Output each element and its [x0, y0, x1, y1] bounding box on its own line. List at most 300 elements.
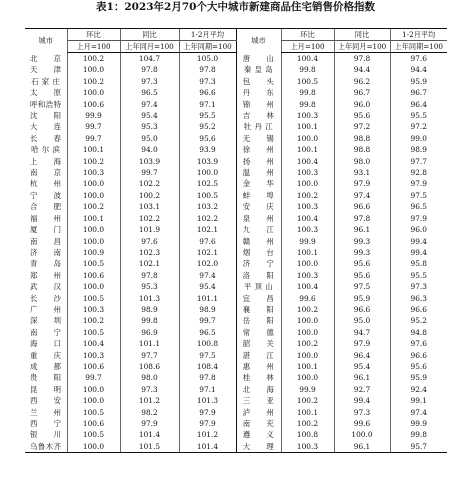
right-avg-cell: 98.9: [390, 144, 447, 155]
left-city-cell: 福 州: [29, 213, 62, 223]
left-mom-cell: 100.0: [67, 190, 120, 201]
left-avg-cell: 108.4: [179, 361, 236, 372]
left-yoy-cell: 97.4: [120, 99, 179, 110]
avg-base-right: 上年同期=100: [390, 41, 447, 53]
left-city-cell: 青 岛: [29, 259, 62, 269]
mom-base-right: 上月=100: [281, 41, 334, 53]
avg-header-right: 1-2月平均: [390, 29, 447, 41]
right-yoy-cell: 99.3: [334, 236, 390, 247]
left-mom-cell: 100.2: [67, 53, 120, 65]
left-mom-cell: 100.0: [67, 384, 120, 395]
table-row: [25, 76, 447, 87]
right-city-cell: 扬 州: [236, 156, 281, 167]
left-mom-cell: 100.5: [67, 429, 120, 440]
left-mom-cell: 99.7: [67, 372, 120, 383]
right-avg-cell: 94.8: [390, 327, 447, 338]
left-yoy-cell: 98.9: [120, 304, 179, 315]
left-mom-cell: 100.5: [67, 258, 120, 269]
right-city-cell: 平 顶 山: [236, 281, 281, 292]
table-row: [25, 372, 447, 383]
table-row: [25, 247, 447, 258]
left-mom-cell: 100.5: [67, 293, 120, 304]
left-avg-cell: 97.1: [179, 384, 236, 395]
left-avg-cell: 99.7: [179, 315, 236, 326]
left-yoy-cell: 101.2: [120, 395, 179, 406]
right-yoy-cell: 99.4: [334, 395, 390, 406]
left-mom-cell: 100.6: [67, 361, 120, 372]
left-avg-cell: 96.5: [179, 327, 236, 338]
right-avg-cell: 96.6: [390, 350, 447, 361]
table-row: [25, 384, 447, 395]
right-city-cell: 宜 昌: [236, 293, 281, 304]
left-yoy-cell: 98.0: [120, 372, 179, 383]
table-row: [25, 133, 447, 144]
left-yoy-cell: 95.3: [120, 121, 179, 132]
left-mom-cell: 100.0: [67, 224, 120, 235]
left-avg-cell: 97.5: [179, 350, 236, 361]
right-avg-cell: 95.9: [390, 372, 447, 383]
right-mom-cell: 100.4: [281, 213, 334, 224]
right-avg-cell: 97.6: [390, 338, 447, 349]
left-yoy-cell: 102.3: [120, 247, 179, 258]
left-yoy-cell: 102.2: [120, 213, 179, 224]
mom-header-right: 环比: [281, 29, 334, 41]
right-avg-cell: 97.6: [390, 53, 447, 65]
table-row: [25, 144, 447, 155]
right-city-cell: 湛 江: [236, 350, 281, 361]
left-city-cell: 昆 明: [29, 384, 62, 394]
left-yoy-cell: 101.3: [120, 293, 179, 304]
right-city-cell: 洛 阳: [236, 270, 281, 281]
left-avg-cell: 95.4: [179, 281, 236, 292]
left-city-cell: 太 原: [29, 88, 62, 98]
left-avg-cell: 97.8: [179, 372, 236, 383]
left-city-cell: 南 宁: [29, 327, 62, 337]
price-index-table: [25, 28, 447, 453]
right-yoy-cell: 97.5: [334, 281, 390, 292]
right-mom-cell: 99.8: [281, 64, 334, 75]
left-city-cell: 南 京: [29, 168, 62, 178]
right-mom-cell: 100.3: [281, 110, 334, 121]
mom-header-left: 环比: [67, 29, 120, 41]
right-avg-cell: 97.9: [390, 213, 447, 224]
right-yoy-cell: 95.6: [334, 258, 390, 269]
right-city-cell: 烟 台: [236, 247, 281, 258]
right-mom-cell: 100.4: [281, 53, 334, 65]
right-mom-cell: 100.3: [281, 441, 334, 453]
table-row: [25, 213, 447, 224]
yoy-header-right: 同比: [334, 29, 390, 41]
right-yoy-cell: 95.0: [334, 315, 390, 326]
yoy-base-left: 上年同月=100: [120, 41, 179, 53]
right-yoy-cell: 99.6: [334, 418, 390, 429]
right-avg-cell: 97.9: [390, 178, 447, 189]
right-yoy-cell: 97.8: [334, 213, 390, 224]
left-city-cell: 武 汉: [29, 282, 62, 292]
left-yoy-cell: 97.3: [120, 76, 179, 87]
left-avg-cell: 103.2: [179, 201, 236, 212]
left-mom-cell: 100.5: [67, 327, 120, 338]
right-mom-cell: 100.3: [281, 167, 334, 178]
right-yoy-cell: 100.0: [334, 429, 390, 440]
right-avg-cell: 99.4: [390, 236, 447, 247]
left-city-cell: 西 宁: [29, 419, 62, 428]
right-avg-cell: 99.0: [390, 133, 447, 144]
city-header-left: 城市: [25, 29, 67, 53]
table-row: [25, 87, 447, 98]
right-city-cell: 泸 州: [236, 407, 281, 418]
right-yoy-cell: 94.7: [334, 327, 390, 338]
right-city-cell: 桂 林: [236, 372, 281, 383]
right-yoy-cell: 95.4: [334, 361, 390, 372]
left-city-cell: 合 肥: [29, 202, 62, 212]
left-mom-cell: 100.0: [67, 281, 120, 292]
right-mom-cell: 99.9: [281, 236, 334, 247]
left-yoy-cell: 97.6: [120, 236, 179, 247]
right-city-cell: 牡 丹 江: [236, 121, 281, 132]
left-yoy-cell: 96.9: [120, 327, 179, 338]
left-avg-cell: 97.9: [179, 407, 236, 418]
right-avg-cell: 99.9: [390, 418, 447, 429]
right-mom-cell: 99.9: [281, 384, 334, 395]
left-city-cell: 厦 门: [29, 225, 62, 235]
right-mom-cell: 100.4: [281, 281, 334, 292]
table-row: [25, 64, 447, 75]
table-row: [25, 190, 447, 201]
table-row: [25, 270, 447, 281]
left-city-cell: 宁 波: [29, 190, 62, 200]
table-row: [25, 110, 447, 121]
left-city-cell: 广 州: [29, 304, 62, 314]
left-avg-cell: 96.6: [179, 87, 236, 98]
right-city-cell: 徐 州: [236, 144, 281, 155]
left-avg-cell: 100.0: [179, 167, 236, 178]
right-yoy-cell: 96.6: [334, 201, 390, 212]
right-avg-cell: 92.8: [390, 167, 447, 178]
right-yoy-cell: 96.7: [334, 87, 390, 98]
left-city-cell: 北 京: [29, 53, 62, 63]
left-mom-cell: 100.3: [67, 167, 120, 178]
left-city-cell: 深 圳: [29, 316, 62, 326]
left-mom-cell: 100.0: [67, 395, 120, 406]
left-avg-cell: 105.0: [179, 53, 236, 65]
left-mom-cell: 100.1: [67, 144, 120, 155]
right-avg-cell: 95.5: [390, 110, 447, 121]
right-city-cell: 岳 阳: [236, 315, 281, 326]
right-yoy-cell: 96.1: [334, 224, 390, 235]
table-row: [25, 258, 447, 269]
right-avg-cell: 94.4: [390, 64, 447, 75]
left-yoy-cell: 101.5: [120, 441, 179, 453]
right-city-cell: 秦 皇 岛: [236, 64, 281, 75]
left-mom-cell: 100.3: [67, 304, 120, 315]
right-mom-cell: 100.0: [281, 327, 334, 338]
left-yoy-cell: 95.3: [120, 281, 179, 292]
table-row: [25, 121, 447, 132]
left-avg-cell: 97.6: [179, 236, 236, 247]
left-city-cell: 呼和浩特: [29, 99, 62, 109]
table-row: [25, 304, 447, 315]
left-yoy-cell: 101.1: [120, 338, 179, 349]
left-city-cell: 济 南: [29, 247, 62, 257]
table-body: [25, 53, 447, 453]
right-city-cell: 安 庆: [236, 201, 281, 212]
left-yoy-cell: 97.7: [120, 350, 179, 361]
avg-header-left: 1-2月平均: [179, 29, 236, 41]
right-city-cell: 济 宁: [236, 258, 281, 269]
left-avg-cell: 102.2: [179, 213, 236, 224]
left-yoy-cell: 96.5: [120, 87, 179, 98]
right-avg-cell: 95.2: [390, 315, 447, 326]
left-mom-cell: 99.9: [67, 110, 120, 121]
right-avg-cell: 97.3: [390, 281, 447, 292]
right-city-cell: 丹 东: [236, 87, 281, 98]
left-mom-cell: 100.0: [67, 441, 120, 453]
left-city-cell: 成 都: [29, 361, 62, 371]
right-city-cell: 温 州: [236, 167, 281, 178]
right-city-cell: 遵 义: [236, 429, 281, 440]
left-mom-cell: 100.2: [67, 315, 120, 326]
right-avg-cell: 96.7: [390, 87, 447, 98]
left-mom-cell: 100.1: [67, 213, 120, 224]
left-yoy-cell: 95.4: [120, 110, 179, 121]
left-yoy-cell: 101.4: [120, 429, 179, 440]
left-mom-cell: 100.0: [67, 64, 120, 75]
left-yoy-cell: 97.3: [120, 384, 179, 395]
right-yoy-cell: 94.4: [334, 64, 390, 75]
right-city-cell: 襄 阳: [236, 304, 281, 315]
left-city-cell: 贵 阳: [29, 373, 62, 383]
table-row: [25, 441, 447, 453]
right-yoy-cell: 95.9: [334, 293, 390, 304]
table-row: [25, 429, 447, 440]
right-mom-cell: 100.2: [281, 304, 334, 315]
table-title: 表1：2023年2月70个大中城市新建商品住宅销售价格指数: [96, 1, 375, 13]
left-mom-cell: 100.6: [67, 270, 120, 281]
left-yoy-cell: 97.8: [120, 270, 179, 281]
right-avg-cell: 97.5: [390, 190, 447, 201]
right-mom-cell: 100.0: [281, 350, 334, 361]
right-yoy-cell: 99.3: [334, 247, 390, 258]
left-avg-cell: 101.1: [179, 293, 236, 304]
left-yoy-cell: 103.1: [120, 201, 179, 212]
table-row: [25, 281, 447, 292]
right-city-cell: 赣 州: [236, 236, 281, 247]
left-avg-cell: 101.2: [179, 429, 236, 440]
left-city-cell: 郑 州: [29, 270, 62, 280]
yoy-header-left: 同比: [120, 29, 179, 41]
left-city-cell: 银 川: [29, 430, 62, 440]
right-city-cell: 常 德: [236, 327, 281, 338]
left-mom-cell: 99.7: [67, 133, 120, 144]
right-mom-cell: 100.3: [281, 224, 334, 235]
right-mom-cell: 100.5: [281, 76, 334, 87]
right-avg-cell: 97.7: [390, 156, 447, 167]
right-city-cell: 金 华: [236, 178, 281, 189]
left-yoy-cell: 97.9: [120, 418, 179, 429]
right-mom-cell: 100.1: [281, 407, 334, 418]
right-mom-cell: 100.2: [281, 338, 334, 349]
right-city-cell: 三 亚: [236, 395, 281, 406]
left-yoy-cell: 98.2: [120, 407, 179, 418]
table-row: [25, 418, 447, 429]
table-row: [25, 201, 447, 212]
right-yoy-cell: 96.6: [334, 304, 390, 315]
yoy-base-right: 上年同月=100: [334, 41, 390, 53]
right-city-cell: 泉 州: [236, 213, 281, 224]
left-yoy-cell: 101.9: [120, 224, 179, 235]
right-city-cell: 锦 州: [236, 99, 281, 110]
right-mom-cell: 100.0: [281, 178, 334, 189]
left-city-cell: 海 口: [29, 339, 62, 349]
left-city-cell: 南 昌: [29, 236, 62, 246]
left-avg-cell: 98.9: [179, 304, 236, 315]
left-mom-cell: 100.9: [67, 247, 120, 258]
right-city-cell: 南 充: [236, 418, 281, 429]
right-mom-cell: 99.8: [281, 87, 334, 98]
left-city-cell: 重 庆: [29, 350, 62, 360]
left-avg-cell: 97.9: [179, 418, 236, 429]
right-yoy-cell: 95.6: [334, 270, 390, 281]
right-avg-cell: 95.5: [390, 270, 447, 281]
left-avg-cell: 95.6: [179, 133, 236, 144]
right-yoy-cell: 98.0: [334, 156, 390, 167]
right-avg-cell: 99.8: [390, 429, 447, 440]
left-avg-cell: 95.2: [179, 121, 236, 132]
table-row: [25, 338, 447, 349]
left-mom-cell: 100.2: [67, 156, 120, 167]
right-yoy-cell: 96.0: [334, 99, 390, 110]
right-city-cell: 韶 关: [236, 338, 281, 349]
table-row: [25, 407, 447, 418]
left-yoy-cell: 97.8: [120, 64, 179, 75]
right-yoy-cell: 96.1: [334, 441, 390, 453]
left-avg-cell: 103.9: [179, 156, 236, 167]
left-city-cell: 长 沙: [29, 293, 62, 303]
right-mom-cell: 100.2: [281, 190, 334, 201]
right-mom-cell: 100.3: [281, 201, 334, 212]
table-row: [25, 236, 447, 247]
table-row: [25, 315, 447, 326]
table-row: [25, 224, 447, 235]
right-avg-cell: 99.4: [390, 247, 447, 258]
left-city-cell: 石 家 庄: [31, 76, 61, 86]
right-yoy-cell: 95.6: [334, 110, 390, 121]
right-mom-cell: 100.0: [281, 372, 334, 383]
city-header-right: 城市: [236, 29, 281, 53]
right-mom-cell: 100.0: [281, 315, 334, 326]
right-city-cell: 惠 州: [236, 361, 281, 372]
table-row: [25, 361, 447, 372]
left-city-cell: 乌鲁木齐: [25, 441, 67, 453]
right-avg-cell: 92.4: [390, 384, 447, 395]
avg-base-left: 上年同期=100: [179, 41, 236, 53]
table-row: [25, 167, 447, 178]
left-city-cell: 沈 阳: [29, 111, 62, 121]
left-avg-cell: 102.5: [179, 178, 236, 189]
left-yoy-cell: 99.8: [120, 315, 179, 326]
right-mom-cell: 100.0: [281, 258, 334, 269]
right-yoy-cell: 96.4: [334, 350, 390, 361]
right-avg-cell: 96.4: [390, 99, 447, 110]
table-row: [25, 350, 447, 361]
left-mom-cell: 100.0: [67, 178, 120, 189]
right-avg-cell: 96.6: [390, 304, 447, 315]
left-avg-cell: 102.1: [179, 224, 236, 235]
right-avg-cell: 95.6: [390, 361, 447, 372]
left-yoy-cell: 102.2: [120, 178, 179, 189]
right-avg-cell: 99.1: [390, 395, 447, 406]
left-mom-cell: 100.4: [67, 338, 120, 349]
left-mom-cell: 100.5: [67, 407, 120, 418]
left-city-cell: 天 津: [29, 65, 62, 75]
right-avg-cell: 95.9: [390, 76, 447, 87]
left-avg-cell: 93.9: [179, 144, 236, 155]
left-yoy-cell: 94.0: [120, 144, 179, 155]
right-avg-cell: 95.7: [390, 441, 447, 453]
right-yoy-cell: 93.1: [334, 167, 390, 178]
left-avg-cell: 97.1: [179, 99, 236, 110]
left-mom-cell: 100.6: [67, 99, 120, 110]
right-mom-cell: 100.8: [281, 429, 334, 440]
left-city-cell: 杭 州: [29, 179, 62, 189]
right-avg-cell: 96.0: [390, 224, 447, 235]
right-city-cell: 唐 山: [236, 53, 281, 65]
left-avg-cell: 95.5: [179, 110, 236, 121]
left-yoy-cell: 99.7: [120, 167, 179, 178]
left-yoy-cell: 100.2: [120, 190, 179, 201]
right-city-cell: 北 海: [236, 384, 281, 395]
right-mom-cell: 100.1: [281, 361, 334, 372]
right-city-cell: 无 锡: [236, 133, 281, 144]
right-mom-cell: 100.0: [281, 133, 334, 144]
right-avg-cell: 95.8: [390, 258, 447, 269]
right-mom-cell: 100.2: [281, 418, 334, 429]
mom-base-left: 上月=100: [67, 41, 120, 53]
left-mom-cell: 100.2: [67, 76, 120, 87]
left-avg-cell: 97.8: [179, 64, 236, 75]
right-city-cell: 蚌 埠: [236, 190, 281, 201]
left-avg-cell: 100.8: [179, 338, 236, 349]
left-avg-cell: 97.4: [179, 270, 236, 281]
left-avg-cell: 101.3: [179, 395, 236, 406]
left-yoy-cell: 95.0: [120, 133, 179, 144]
left-city-cell: 西 安: [29, 396, 62, 406]
left-city-cell: 哈 尔 滨: [31, 145, 61, 155]
left-avg-cell: 101.4: [179, 441, 236, 453]
right-city-cell: 大 理: [236, 441, 281, 453]
right-city-cell: 包 头: [236, 76, 281, 87]
left-city-cell: 大 连: [29, 122, 62, 132]
table-row: [25, 156, 447, 167]
left-yoy-cell: 104.7: [120, 53, 179, 65]
table-row: [25, 99, 447, 110]
right-yoy-cell: 96.2: [334, 76, 390, 87]
right-mom-cell: 100.1: [281, 121, 334, 132]
right-yoy-cell: 98.8: [334, 133, 390, 144]
left-mom-cell: 100.3: [67, 350, 120, 361]
right-avg-cell: 97.2: [390, 121, 447, 132]
left-avg-cell: 102.1: [179, 247, 236, 258]
left-yoy-cell: 108.6: [120, 361, 179, 372]
right-yoy-cell: 98.8: [334, 144, 390, 155]
left-city-cell: 长 春: [29, 133, 62, 143]
right-yoy-cell: 97.9: [334, 178, 390, 189]
right-yoy-cell: 96.1: [334, 372, 390, 383]
right-mom-cell: 99.6: [281, 293, 334, 304]
right-mom-cell: 100.2: [281, 395, 334, 406]
right-avg-cell: 97.4: [390, 407, 447, 418]
